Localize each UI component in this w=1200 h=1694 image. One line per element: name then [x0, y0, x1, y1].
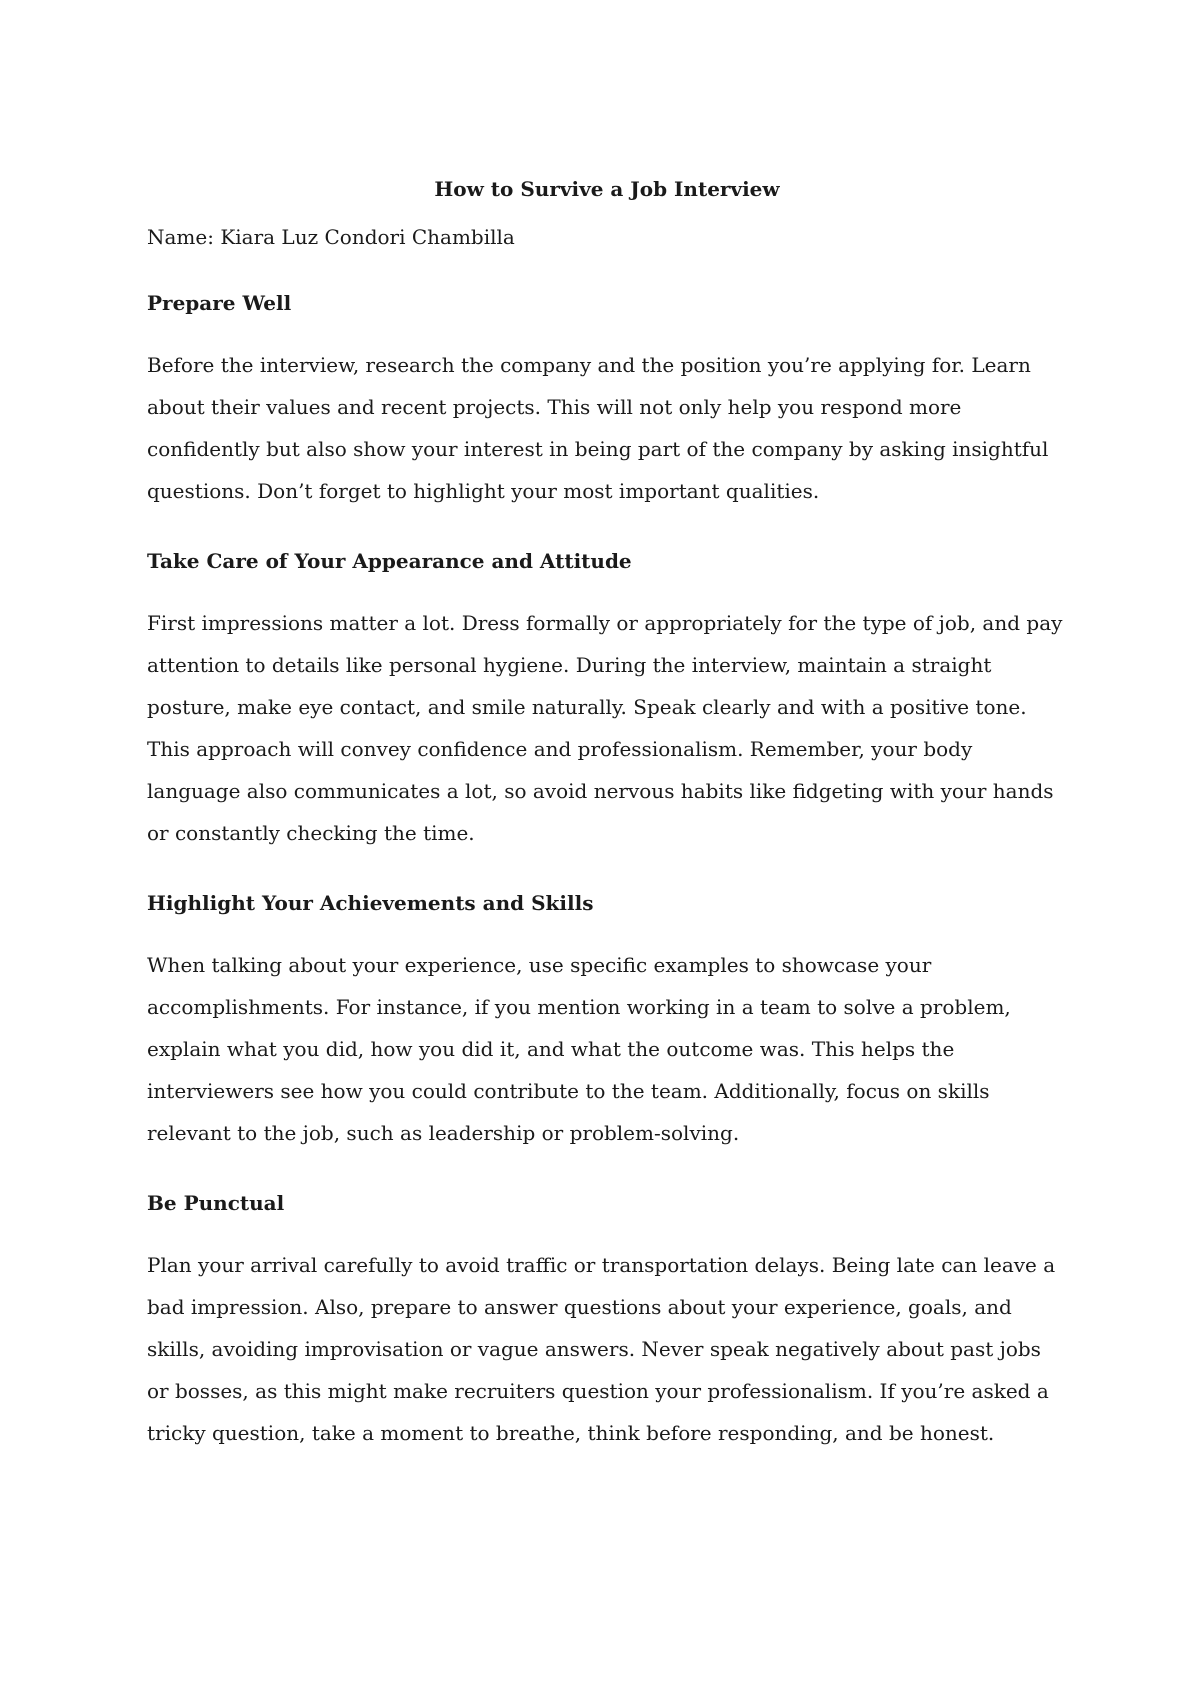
document-title: How to Survive a Job Interview — [434, 177, 780, 201]
section-body: First impressions matter a lot. Dress formally or appropriately for the type of job, and pay attention to details like personal hygiene. During the interview, maintain a straight posture, make eye contact, and smile naturally. Speak clearly and with a positive tone. This approach will convey confidence and professionalism. Remember, your body language also communicates a lot, so avoid nervous habits like fidgeting with your hands or constantly checking the time. — [147, 611, 1063, 845]
section-heading: Take Care of Your Appearance and Attitude — [147, 549, 632, 573]
section-body: Before the interview, research the company and the position you’re applying for. Learn about their values and recent projects. This will not only help you respond more confidently but also show your interest in being part of the company by asking insightful questions. Don’t forget to highlight your most important qualities. — [147, 353, 1049, 503]
document-content — [147, 172, 1067, 1454]
section-achievements-skills — [147, 886, 1067, 1154]
section-body: When talking about your experience, use specific examples to showcase your accomplishments. For instance, if you mention working in a team to solve a problem, explain what you did, how you did it, and what the outcome was. This helps the interviewers see how you could contribute to the team. Additionally, focus on skills relevant to the job, such as leadership or problem-solving. — [147, 953, 1011, 1145]
author-name-line: Name: Kiara Luz Condori Chambilla — [147, 225, 515, 249]
section-appearance-attitude — [147, 544, 1067, 854]
section-prepare-well — [147, 286, 1067, 512]
section-body: Plan your arrival carefully to avoid traffic or transportation delays. Being late can leave a bad impression. Also, prepare to answer questions about your experience, goals, and skills, avoiding improvisation or vague answers. Never speak negatively about past jobs or bosses, as this might make recruiters question your professionalism. If you’re asked a tricky question, take a moment to breathe, think before responding, and be honest. — [147, 1253, 1056, 1445]
section-heading: Highlight Your Achievements and Skills — [147, 891, 594, 915]
section-heading: Prepare Well — [147, 291, 292, 315]
section-heading: Be Punctual — [147, 1191, 285, 1215]
section-be-punctual — [147, 1186, 1067, 1454]
